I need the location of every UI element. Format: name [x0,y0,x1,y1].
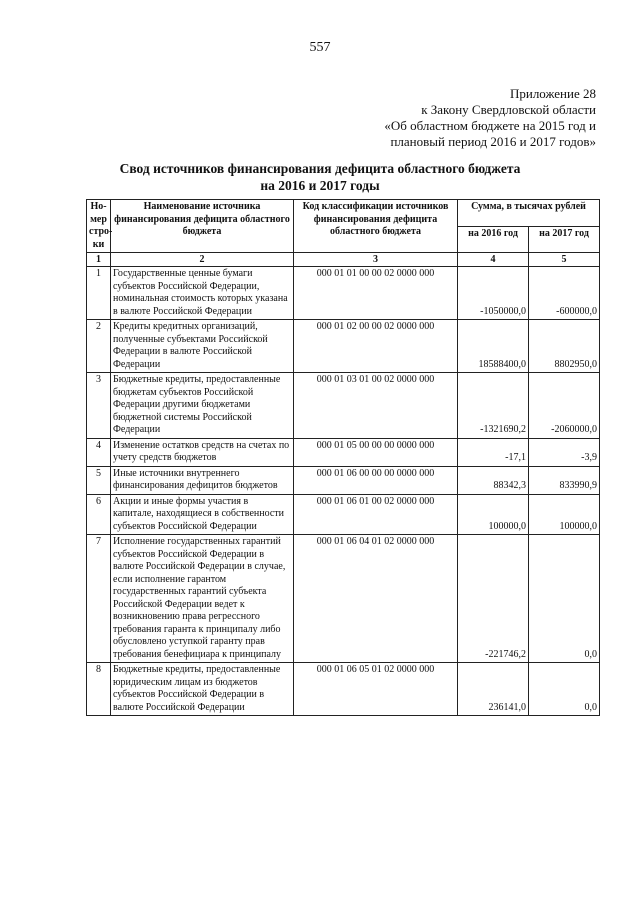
header-amount: Сумма, в тысячах рублей [458,200,600,227]
appendix-line-1: Приложение 28 [509,86,596,101]
source-name: Иные источники внутреннего финансирования дефицитов бюджетов [111,466,294,494]
source-name: Исполнение государственных гарантий субъектов Российской Федерации в валюте Российской Федерации в случае, если исполнение гарантом государственных гарантий субъекта Российской Федерации ведет к возникновению права регрессного требования гаранта к принципалу либо обусловлено уступкой гаранту прав требования бенефициара к принципалу [111,535,294,663]
amount-2017: 0,0 [529,663,600,716]
source-name: Акции и иные формы участия в капитале, находящиеся в собственности субъектов Российской Федерации [111,494,294,535]
column-index-1: 1 [87,253,111,267]
classification-code: 000 01 06 05 01 02 0000 000 [294,663,458,716]
source-name: Бюджетные кредиты, предоставленные юридическим лицам из бюджетов субъектов Российской Федерации в валюте Российской Федерации [111,663,294,716]
classification-code: 000 01 06 01 00 02 0000 000 [294,494,458,535]
column-index-3: 3 [294,253,458,267]
header-classification-code: Код классификации источников финансирования дефицита областного бюджета [294,200,458,253]
amount-2016: 18588400,0 [458,320,529,373]
header-year-2016: на 2016 год [458,226,529,253]
budget-sources-table [86,199,600,716]
classification-code: 000 01 06 04 01 02 0000 000 [294,535,458,663]
amount-2016: -221746,2 [458,535,529,663]
amount-2017: 100000,0 [529,494,600,535]
column-index-5: 5 [529,253,600,267]
page-number: 557 [309,40,331,55]
amount-2017: 833990,9 [529,466,600,494]
classification-code: 000 01 06 00 00 00 0000 000 [294,466,458,494]
row-number: 8 [87,663,111,716]
table-row [87,320,600,373]
title-line-2: на 2016 и 2017 годы [260,178,380,193]
source-name: Бюджетные кредиты, предоставленные бюджетам субъектов Российской Федерации другими бюджетами бюджетной системы Российской Федерации [111,373,294,439]
amount-2017: -2060000,0 [529,373,600,439]
document-title [60,160,580,194]
row-number: 2 [87,320,111,373]
row-number: 4 [87,438,111,466]
amount-2017: -600000,0 [529,267,600,320]
classification-code: 000 01 03 01 00 02 0000 000 [294,373,458,439]
header-year-2017: на 2017 год [529,226,600,253]
table-row [87,466,600,494]
row-number: 7 [87,535,111,663]
title-line-1: Свод источников финансирования дефицита областного бюджета [119,161,521,176]
table-row [87,438,600,466]
amount-2016: -17,1 [458,438,529,466]
source-name: Изменение остатков средств на счетах по учету средств бюджетов [111,438,294,466]
classification-code: 000 01 05 00 00 00 0000 000 [294,438,458,466]
column-index-4: 4 [458,253,529,267]
header-source-name: Наименование источника финансирования дефицита областного бюджета [111,200,294,253]
amount-2016: -1050000,0 [458,267,529,320]
amount-2016: 88342,3 [458,466,529,494]
column-index-2: 2 [111,253,294,267]
table-row [87,494,600,535]
row-number: 1 [87,267,111,320]
source-name: Государственные ценные бумаги субъектов Российской Федерации, номинальная стоимость которых указана в валюте Российской Федерации [111,267,294,320]
classification-code: 000 01 01 00 00 02 0000 000 [294,267,458,320]
amount-2017: -3,9 [529,438,600,466]
source-name: Кредиты кредитных организаций, полученные субъектами Российской Федерации в валюте Российской Федерации [111,320,294,373]
row-number: 3 [87,373,111,439]
table-row [87,267,600,320]
amount-2016: 236141,0 [458,663,529,716]
appendix-line-4: плановый период 2016 и 2017 годов» [390,134,596,149]
classification-code: 000 01 02 00 00 02 0000 000 [294,320,458,373]
amount-2017: 0,0 [529,535,600,663]
row-number: 6 [87,494,111,535]
table-row [87,535,600,663]
table-row [87,663,600,716]
amount-2016: 100000,0 [458,494,529,535]
row-number: 5 [87,466,111,494]
appendix-line-3: «Об областном бюджете на 2015 год и [384,118,596,133]
table-row [87,373,600,439]
appendix-note [384,86,596,150]
amount-2016: -1321690,2 [458,373,529,439]
header-row-number: Но-мер стро-ки [87,200,111,253]
appendix-line-2: к Закону Свердловской области [421,102,596,117]
amount-2017: 8802950,0 [529,320,600,373]
